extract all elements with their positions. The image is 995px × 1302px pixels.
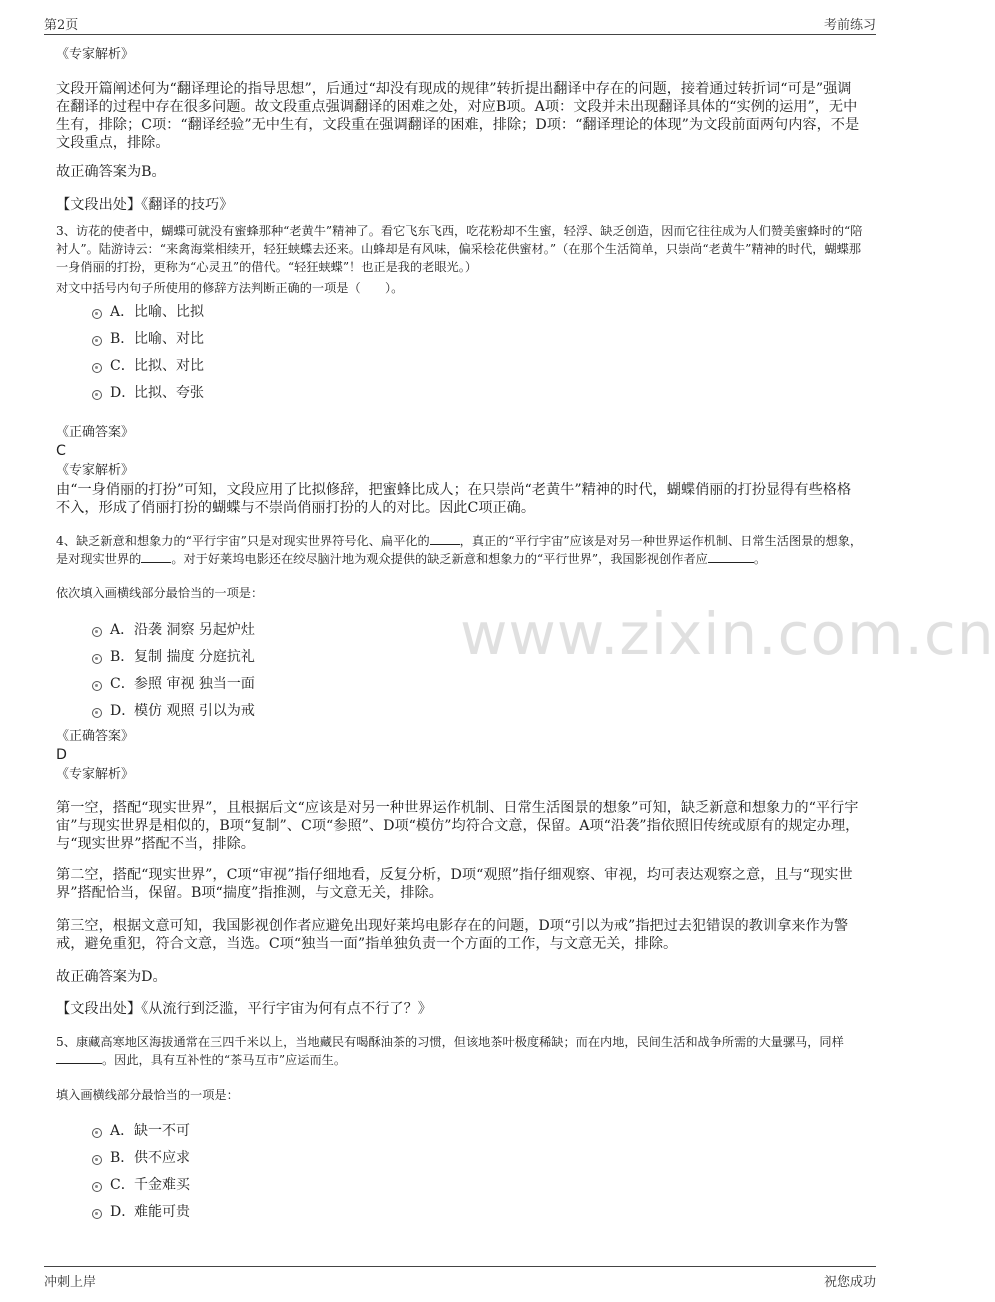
q2-analysis-title: 《专家解析》 — [56, 47, 135, 62]
footer-left-text: 冲刺上岸 — [44, 1275, 97, 1290]
q3-question: 对文中括号内句子所使用的修辞方法判断正确的一项是（ ）。 — [56, 281, 404, 295]
fill-blank — [141, 562, 171, 563]
radio-icon[interactable] — [92, 309, 102, 319]
q4-instruction: 依次填入画横线部分最恰当的一项是： — [56, 586, 264, 600]
footer-right-text: 祝您成功 — [823, 1275, 876, 1290]
watermark: www.zixin.com.cn — [460, 600, 995, 668]
radio-icon[interactable] — [92, 336, 102, 346]
q4-analysis-paragraph-1: 第一空，搭配“现实世界”，且根据后文“应该是对另一种世界运作机制、日常生活图景的想象”可知，缺乏新意和想象力的“平行宇宙”与现实世界是相似的，B项“复制”、C项“参照”、D项“模仿”均符合文意，保留。A项“沿袭”指依照旧传统或原有的规定办理，与“现实世界”搭配不当，排除。 — [56, 800, 860, 852]
q4-option-c[interactable]: C． 参照 审视 独当一面 — [92, 674, 255, 692]
fill-blank — [56, 1063, 102, 1064]
q3-analysis-title: 《专家解析》 — [56, 463, 135, 478]
q5-option-c[interactable]: C． 千金难买 — [92, 1175, 190, 1193]
q3-option-a[interactable]: A． 比喻、比拟 — [92, 302, 204, 320]
header-title: 考前练习 — [823, 18, 876, 33]
radio-icon[interactable] — [92, 708, 102, 718]
q2-conclusion: 故正确答案为B。 — [56, 164, 166, 180]
q5-option-b[interactable]: B． 供不应求 — [92, 1148, 190, 1166]
q2-analysis-text: 文段开篇阐述何为“翻译理论的指导思想”，后通过“却没有现成的规律”转折提出翻译中存在的问题，接着通过转折词“可是”强调在翻译的过程中存在很多问题。故文段重点强调翻译的困难之处，对应B项。A项：文段并未出现翻译具体的“实例的运用”，无中生有，排除；C项：“翻译经验”无中生有，文段重在强调翻译的困难，排除；D项：“翻译理论的体现”为文段前面两句内容，不是文段重点，排除。 — [56, 81, 860, 151]
radio-icon[interactable] — [92, 1155, 102, 1165]
q3-option-d[interactable]: D． 比拟、夸张 — [92, 383, 204, 401]
q4-answer-title: 《正确答案》 — [56, 729, 135, 744]
page-number: 第2页 — [44, 18, 79, 33]
fill-blank — [708, 562, 754, 563]
radio-icon[interactable] — [92, 681, 102, 691]
q4-analysis-title: 《专家解析》 — [56, 767, 135, 782]
radio-icon[interactable] — [92, 627, 102, 637]
radio-icon[interactable] — [92, 390, 102, 400]
radio-icon[interactable] — [92, 1128, 102, 1138]
q5-instruction: 填入画横线部分最恰当的一项是： — [56, 1088, 239, 1102]
q4-option-b[interactable]: B． 复制 揣度 分庭抗礼 — [92, 647, 255, 665]
radio-icon[interactable] — [92, 363, 102, 373]
q4-option-d[interactable]: D． 模仿 观照 引以为戒 — [92, 701, 255, 719]
q4-option-a[interactable]: A． 沿袭 洞察 另起炉灶 — [92, 620, 255, 638]
q3-answer-title: 《正确答案》 — [56, 425, 135, 440]
radio-icon[interactable] — [92, 1209, 102, 1219]
q4-source: 【文段出处】《从流行到泛滥，平行宇宙为何有点不行了？》 — [56, 1001, 432, 1017]
q2-source: 【文段出处】《翻译的技巧》 — [56, 197, 234, 213]
q5-stem: 5、康藏高寒地区海拔通常在三四千米以上，当地藏民有喝酥油茶的习惯，但该地茶叶极度稀缺；而在内地，民间生活和战争所需的大量骡马，同样。因此，具有互补性的“茶马互市”应运而生。 — [56, 1035, 844, 1067]
q4-analysis-paragraph-3: 第三空，根据文意可知，我国影视创作者应避免出现好莱坞电影存在的问题，D项“引以为戒”指把过去犯错误的教训拿来作为警戒，避免重犯，符合文意，当选。C项“独当一面”指单独负责一个方面的工作，与文意无关，排除。 — [56, 918, 849, 952]
q3-option-b[interactable]: B． 比喻、对比 — [92, 329, 204, 347]
page-header — [44, 14, 876, 35]
q5-option-a[interactable]: A． 缺一不可 — [92, 1121, 190, 1139]
radio-icon[interactable] — [92, 654, 102, 664]
q4-analysis-paragraph-2: 第二空，搭配“现实世界”，C项“审视”指仔细地看，反复分析，D项“观照”指仔细观察、审视，均可表达观察之意，且与“现实世界”搭配恰当，保留。B项“揣度”指推测，与文意无关，排除。 — [56, 867, 853, 901]
q4-answer: D — [56, 747, 67, 763]
fill-blank — [430, 544, 460, 545]
q3-option-c[interactable]: C． 比拟、对比 — [92, 356, 204, 374]
q4-stem: 4、缺乏新意和想象力的“平行宇宙”只是对现实世界符号化、扁平化的 ，真正的“平行宇宙”应该是对另一种世界运作机制、日常生活图景的想象，是对现实世界的 。对于好莱坞电影还在绞尽脑汁地为观众提供的缺乏新意和想象力的“平行世界”，我国影视创作者应 。 — [56, 534, 863, 566]
radio-icon[interactable] — [92, 1182, 102, 1192]
q3-answer: C — [56, 443, 66, 459]
q4-conclusion: 故正确答案为D。 — [56, 969, 167, 985]
q3-stem: 3、访花的使者中，蝴蝶可就没有蜜蜂那种“老黄牛”精神了。看它飞东飞西，吃花粉却不生蜜，轻浮、缺乏创造，因而它往往成为人们赞美蜜蜂时的“陪衬人”。陆游诗云：“来禽海棠相续开，轻狂蛱蝶去还来。山蜂却是有风味，偏采桧花供蜜材。”（在那个生活简单，只崇尚“老黄牛”精神的时代，蝴蝶那一身俏丽的打扮，更称为“心灵丑”的借代。“轻狂蛱蝶”！也正是我的老眼光。） — [56, 224, 863, 274]
q3-analysis-text: 由“一身俏丽的打扮”可知，文段应用了比拟修辞，把蜜蜂比成人；在只崇尚“老黄牛”精神的时代，蝴蝶俏丽的打扮显得有些格格不入，形成了俏丽打扮的蝴蝶与不崇尚俏丽打扮的人的对比。因此C项正确。 — [56, 482, 852, 516]
q5-option-d[interactable]: D． 难能可贵 — [92, 1202, 190, 1220]
page-footer — [44, 1266, 876, 1293]
